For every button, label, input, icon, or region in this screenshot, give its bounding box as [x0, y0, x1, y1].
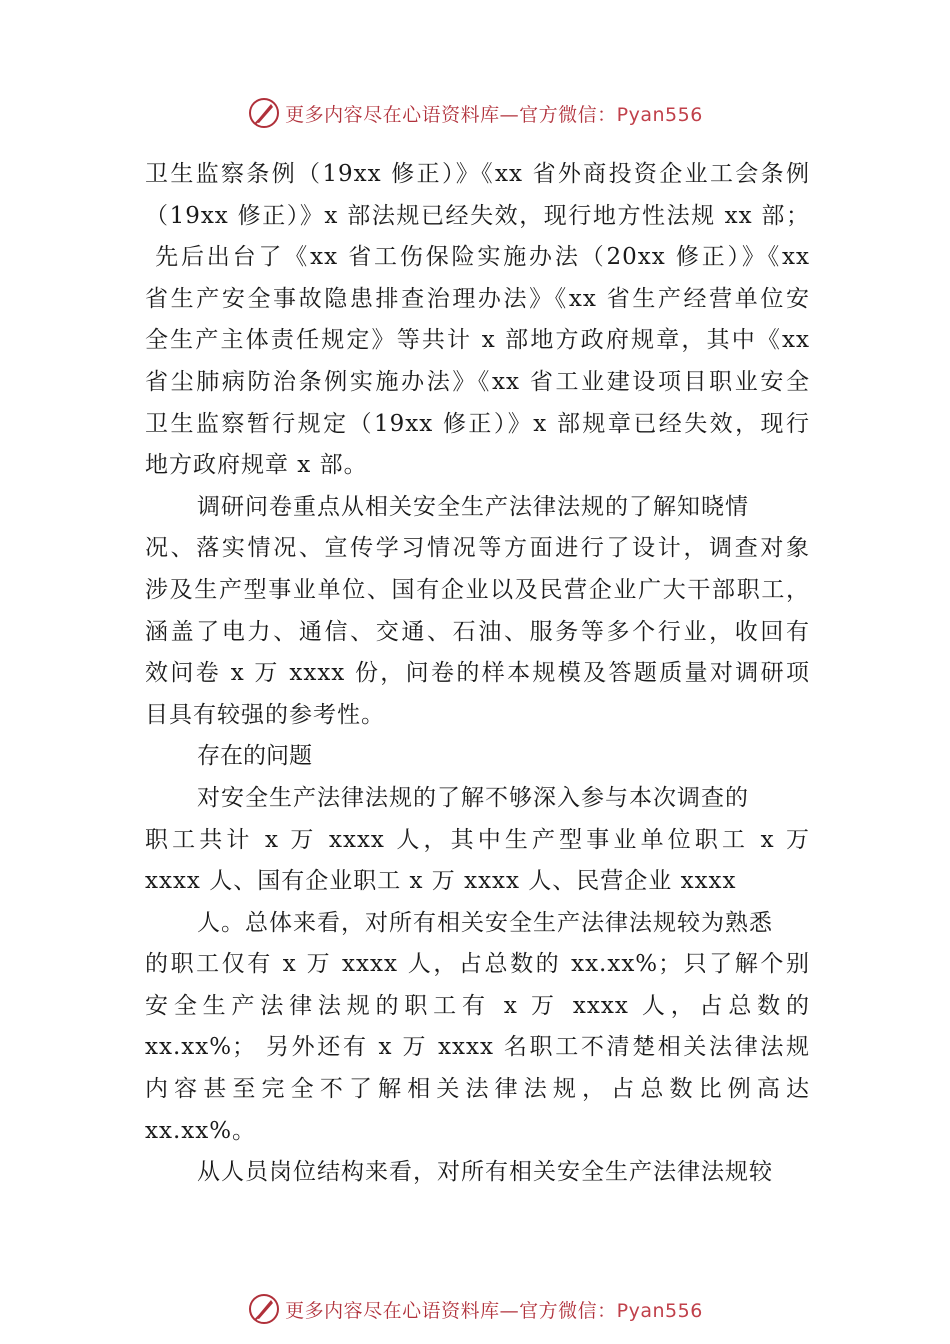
text-line: xx.xx%； 另外还有 x 万 xxxx 名职工不清楚相关法律法规 — [145, 1034, 810, 1061]
text-line: （19xx 修正）》x 部法规已经失效，现行地方性法规 xx 部； — [145, 202, 810, 229]
paragraph-start: 从人员岗位结构来看，对所有相关安全生产法律法规较 — [197, 1159, 773, 1186]
document-body — [145, 154, 810, 1194]
text-line: 职工共计 x 万 xxxx 人，其中生产型事业单位职工 x 万 — [145, 826, 810, 853]
text-line: 卫生监察条例（19xx 修正）》《xx 省外商投资企业工会条例 — [145, 161, 810, 187]
text-line: xxxx 人、国有企业职工 x 万 xxxx 人、民营企业 xxxx — [145, 868, 737, 895]
quill-logo-icon — [247, 96, 281, 130]
text-line: 涵盖了电力、通信、交通、石油、服务等多个行业，收回有 — [145, 618, 810, 645]
text-line: 地方政府规章 x 部。 — [145, 452, 368, 479]
text-line: 况、落实情况、宣传学习情况等方面进行了设计，调查对象 — [145, 535, 810, 562]
text-line: 的职工仅有 x 万 xxxx 人，占总数的 xx.xx%；只了解个别 — [145, 951, 810, 978]
wechat-id: Pyan556 — [616, 103, 703, 126]
header-banner — [0, 93, 950, 133]
quill-logo-icon — [247, 1292, 281, 1326]
text-line: 省生产安全事故隐患排查治理办法》《xx 省生产经营单位安 — [145, 285, 810, 312]
text-line: 效问卷 x 万 xxxx 份，问卷的样本规模及答题质量对调研项 — [145, 660, 810, 687]
paragraph-start: 对安全生产法律法规的了解不够深入参与本次调查的 — [197, 784, 749, 811]
text-line: 安全生产法律法规的职工有 x 万 xxxx 人，占总数的 — [145, 992, 810, 1019]
text-line: 内容甚至完全不了解相关法律法规，占总数比例高达 — [145, 1076, 810, 1103]
text-line: 全生产主体责任规定》等共计 x 部地方政府规章，其中《xx — [145, 327, 810, 354]
section-heading: 存在的问题 — [197, 743, 312, 770]
paragraph-start: 调研问卷重点从相关安全生产法律法规的了解知晓情 — [197, 493, 749, 520]
wechat-id: Pyan556 — [616, 1299, 703, 1322]
text-line: 先后出台了《xx 省工伤保险实施办法（20xx 修正）》《xx — [145, 244, 810, 271]
text-line: xx.xx%。 — [145, 1117, 257, 1144]
banner-text: 更多内容尽在心语资料库—官方微信：Pyan556 — [285, 103, 703, 126]
banner-text: 更多内容尽在心语资料库—官方微信：Pyan556 — [285, 1299, 703, 1322]
text-line: 卫生监察暂行规定（19xx 修正）》x 部规章已经失效，现行 — [145, 410, 810, 437]
text-line: 涉及生产型事业单位、国有企业以及民营企业广大干部职工， — [145, 576, 810, 603]
paragraph-start: 人。总体来看，对所有相关安全生产法律法规较为熟悉 — [197, 909, 773, 936]
text-line: 省尘肺病防治条例实施办法》《xx 省工业建设项目职业安全 — [145, 368, 810, 395]
footer-banner — [0, 1289, 950, 1329]
text-line: 目具有较强的参考性。 — [145, 701, 385, 728]
